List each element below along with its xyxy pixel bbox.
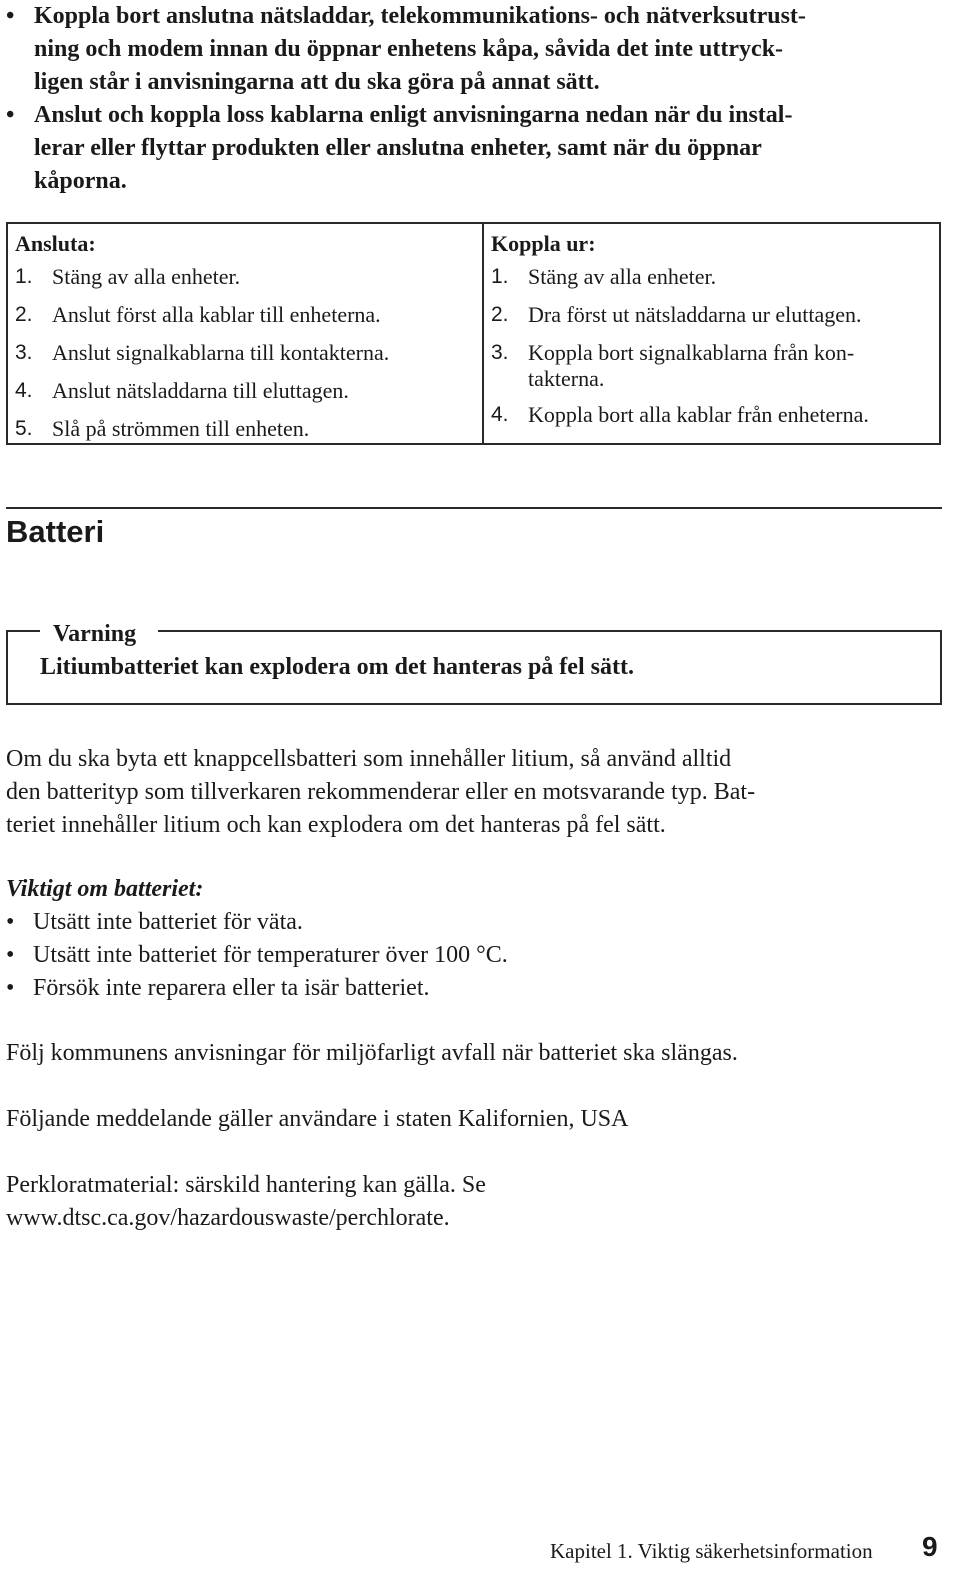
bullet-line: lerar eller flyttar produkten eller anslutna enheter, samt när du öppnar <box>34 135 762 161</box>
bullet-text: Utsätt inte batteriet för temperaturer över 100 °C. <box>33 942 508 968</box>
paragraph-line: den batterityp som tillverkaren rekommenderar eller en motsvarande typ. Bat- <box>6 779 756 805</box>
perchlorate-paragraph <box>6 1169 936 1235</box>
bullet-text: Försök inte reparera eller ta isär batteriet. <box>33 975 430 1001</box>
disconnect-step <box>491 302 933 328</box>
bullet-marker: • <box>6 3 15 29</box>
bullet-text: Utsätt inte batteriet för väta. <box>33 909 303 935</box>
bullet-line: Anslut och koppla loss kablarna enligt anvisningarna nedan när du instal- <box>34 102 793 128</box>
paragraph-line: Perkloratmaterial: särskild hantering kan gälla. Se <box>6 1172 486 1198</box>
battery-bullet <box>6 939 508 972</box>
step-number: 1. <box>491 265 509 288</box>
step-number: 1. <box>15 265 33 288</box>
section-rule <box>6 507 942 509</box>
step-number: 4. <box>15 379 33 402</box>
connect-step <box>15 302 476 328</box>
bullet-item <box>6 0 946 99</box>
step-text: Stäng av alla enheter. <box>528 264 717 289</box>
disconnect-column <box>484 224 939 443</box>
step-text: Slå på strömmen till enheten. <box>52 416 310 441</box>
connect-step <box>15 378 476 404</box>
step-text: Koppla bort alla kablar från enheterna. <box>528 402 869 427</box>
step-number: 2. <box>491 303 509 326</box>
step-text: Anslut först alla kablar till enheterna. <box>52 302 381 327</box>
step-number: 3. <box>491 341 509 364</box>
bullet-marker: • <box>6 942 15 968</box>
california-paragraph: Följande meddelande gäller användare i staten Kalifornien, USA <box>6 1106 629 1132</box>
bullet-line: kåporna. <box>34 168 127 194</box>
step-text: Anslut nätsladdarna till eluttagen. <box>52 378 349 403</box>
connect-column <box>8 224 484 443</box>
step-text-continued: takterna. <box>528 366 605 391</box>
disconnect-step <box>491 264 933 290</box>
important-subheading: Viktigt om batteriet: <box>6 876 204 902</box>
disconnect-step <box>491 340 933 392</box>
warning-label: Varning <box>53 621 137 647</box>
warning-box-top-rule <box>158 630 942 632</box>
bullet-line: Koppla bort anslutna nätsladdar, telekommunikations- och nätverksutrust- <box>34 3 806 29</box>
battery-bullet <box>6 906 303 939</box>
top-bullet-list <box>6 0 946 198</box>
perchlorate-link[interactable]: www.dtsc.ca.gov/hazardouswaste/perchlorate. <box>6 1205 450 1231</box>
bullet-marker: • <box>6 102 15 128</box>
connect-disconnect-table <box>6 222 941 445</box>
bullet-line: ning och modem innan du öppnar enhetens kåpa, såvida det inte uttryck- <box>34 36 784 62</box>
disconnect-heading: Koppla ur: <box>491 231 596 256</box>
disposal-paragraph: Följ kommunens anvisningar för miljöfarligt avfall när batteriet ska slängas. <box>6 1040 738 1066</box>
paragraph-line: teriet innehåller litium och kan explodera om det hanteras på fel sätt. <box>6 812 666 838</box>
step-text: Dra först ut nätsladdarna ur eluttagen. <box>528 302 862 327</box>
battery-bullet <box>6 972 429 1005</box>
bullet-line: ligen står i anvisningarna att du ska göra på annat sätt. <box>34 69 600 95</box>
step-text: Anslut signalkablarna till kontakterna. <box>52 340 390 365</box>
step-number: 2. <box>15 303 33 326</box>
step-number: 3. <box>15 341 33 364</box>
connect-heading: Ansluta: <box>15 231 96 256</box>
section-title: Batteri <box>6 514 105 549</box>
page-number: 9 <box>922 1531 938 1562</box>
step-number: 5. <box>15 417 33 440</box>
paragraph-line: Om du ska byta ett knappcellsbatteri som innehåller litium, så använd alltid <box>6 746 732 772</box>
connect-step <box>15 416 476 442</box>
warning-box-top-rule <box>6 630 40 632</box>
battery-paragraph <box>6 743 936 842</box>
disconnect-step <box>491 402 933 428</box>
connect-step <box>15 264 476 290</box>
warning-text: Litiumbatteriet kan explodera om det hanteras på fel sätt. <box>40 654 634 680</box>
step-text: Stäng av alla enheter. <box>52 264 241 289</box>
bullet-item <box>6 99 946 198</box>
footer-chapter: Kapitel 1. Viktig säkerhetsinformation <box>550 1539 873 1563</box>
step-text: Koppla bort signalkablarna från kon- <box>528 340 855 365</box>
bullet-marker: • <box>6 975 15 1001</box>
step-number: 4. <box>491 403 509 426</box>
connect-step <box>15 340 476 366</box>
bullet-marker: • <box>6 909 15 935</box>
